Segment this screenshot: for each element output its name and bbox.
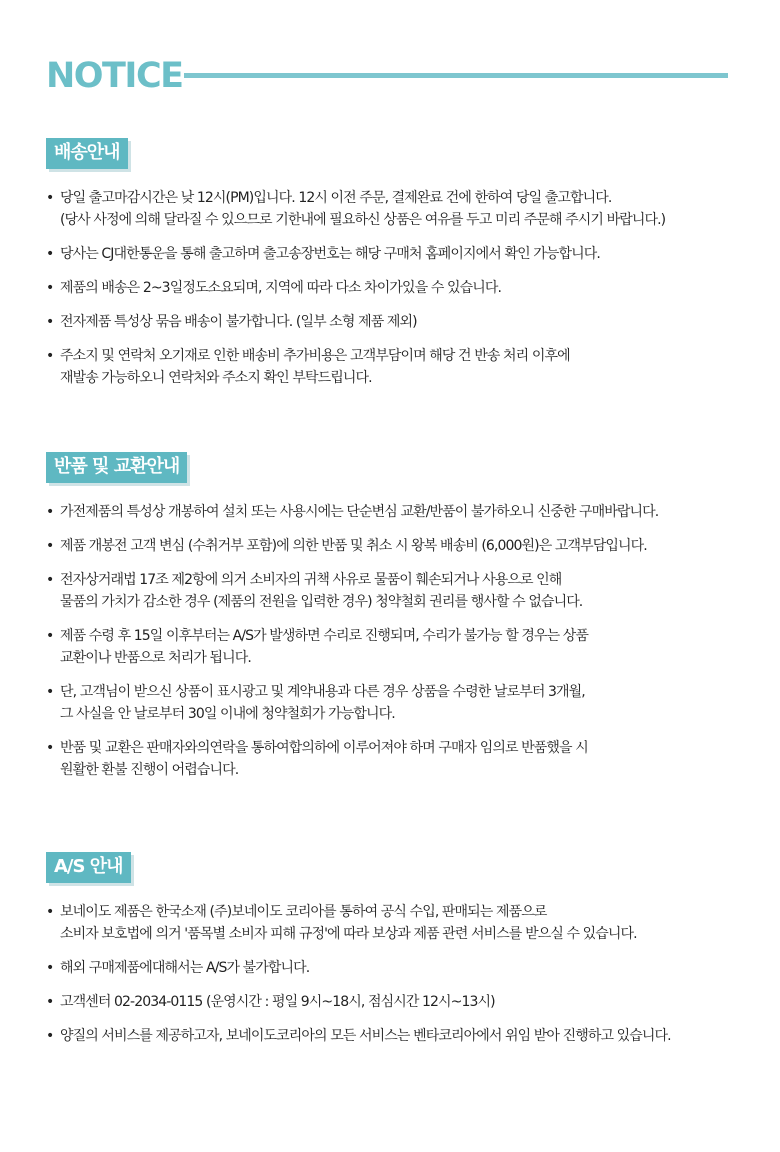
list-item-text: 제품 개봉전 고객 변심 (수취거부 포함)에 의한 반품 및 취소 시 왕복 배송비 (6,000원)은 고객부담입니다. bbox=[60, 538, 647, 554]
list-item-text: 그 사실을 안 날로부터 30일 이내에 청약철회가 가능합니다. bbox=[60, 706, 395, 722]
bullet-icon: • bbox=[46, 538, 54, 554]
list-item-text: 소비자 보호법에 의거 '품목별 소비자 피해 규정'에 따라 보상과 제품 관련 서비스를 받으실 수 있습니다. bbox=[60, 926, 637, 942]
list-item-text: 가전제품의 특성상 개봉하여 설치 또는 사용시에는 단순변심 교환/반품이 불가하오니 신중한 구매바랍니다. bbox=[60, 504, 659, 520]
bullet-icon: • bbox=[46, 572, 54, 588]
list-item bbox=[46, 957, 746, 979]
list-item-text: 고객센터 02-2034-0115 (운영시간 : 평일 9시~18시, 점심시간 12시~13시) bbox=[60, 994, 495, 1010]
shipping-section-title: 배송안내 bbox=[46, 138, 128, 169]
bullet-icon: • bbox=[46, 628, 54, 644]
list-item bbox=[46, 243, 746, 265]
bullet-icon: • bbox=[46, 994, 54, 1010]
returns-section bbox=[46, 452, 746, 793]
list-item-text: 주소지 및 연락처 오기재로 인한 배송비 추가비용은 고객부담이며 해당 건 반송 처리 이후에 bbox=[60, 348, 570, 364]
as-section bbox=[46, 852, 746, 1059]
bullet-icon: • bbox=[46, 348, 54, 364]
bullet-icon: • bbox=[46, 904, 54, 920]
list-item-text: 양질의 서비스를 제공하고자, 보네이도코리아의 모든 서비스는 벤타코리아에서 위임 받아 진행하고 있습니다. bbox=[60, 1028, 671, 1044]
list-item bbox=[46, 681, 746, 725]
list-item-text: 제품 수령 후 15일 이후부터는 A/S가 발생하면 수리로 진행되며, 수리가 불가능 할 경우는 상품 bbox=[60, 628, 589, 644]
list-item bbox=[46, 311, 746, 333]
bullet-icon: • bbox=[46, 190, 54, 206]
returns-list bbox=[46, 501, 746, 781]
list-item-text: 단, 고객님이 받으신 상품이 표시광고 및 계약내용과 다른 경우 상품을 수령한 날로부터 3개월, bbox=[60, 684, 585, 700]
list-item-text: 당사는 CJ대한통운을 통해 출고하며 출고송장번호는 해당 구매처 홈페이지에서 확인 가능합니다. bbox=[60, 246, 600, 262]
list-item-text: 해외 구매제품에대해서는 A/S가 불가합니다. bbox=[60, 960, 310, 976]
list-item bbox=[46, 345, 746, 389]
list-item bbox=[46, 569, 746, 613]
notice-title: NOTICE bbox=[46, 56, 183, 96]
bullet-icon: • bbox=[46, 314, 54, 330]
as-section-title: A/S 안내 bbox=[46, 852, 131, 883]
list-item-text: 전자상거래법 17조 제2항에 의거 소비자의 귀책 사유로 물품이 훼손되거나 사용으로 인해 bbox=[60, 572, 562, 588]
list-item-text: 반품 및 교환은 판매자와의연락을 통하여합의하에 이루어져야 하며 구매자 임의로 반품했을 시 bbox=[60, 740, 588, 756]
list-item-text: 원활한 환불 진행이 어렵습니다. bbox=[60, 762, 239, 778]
bullet-icon: • bbox=[46, 684, 54, 700]
list-item-text: 당일 출고마감시간은 낮 12시(PM)입니다. 12시 이전 주문, 결제완료 건에 한하여 당일 출고합니다. bbox=[60, 190, 612, 206]
list-item bbox=[46, 901, 746, 945]
bullet-icon: • bbox=[46, 504, 54, 520]
returns-section-title: 반품 및 교환안내 bbox=[46, 452, 187, 483]
list-item-text: 물품의 가치가 감소한 경우 (제품의 전원을 입력한 경우) 청약철회 권리를 행사할 수 없습니다. bbox=[60, 594, 583, 610]
list-item-text: 교환이나 반품으로 처리가 됩니다. bbox=[60, 650, 251, 666]
list-item bbox=[46, 1025, 746, 1047]
list-item-text: (당사 사정에 의해 달라질 수 있으므로 기한내에 필요하신 상품은 여유를 두고 미리 주문해 주시기 바랍니다.) bbox=[60, 212, 666, 228]
list-item bbox=[46, 277, 746, 299]
list-item-text: 재발송 가능하오니 연락처와 주소지 확인 부탁드립니다. bbox=[60, 370, 372, 386]
list-item bbox=[46, 991, 746, 1013]
list-item bbox=[46, 187, 746, 231]
notice-divider bbox=[184, 73, 728, 78]
bullet-icon: • bbox=[46, 1028, 54, 1044]
bullet-icon: • bbox=[46, 740, 54, 756]
list-item bbox=[46, 737, 746, 781]
bullet-icon: • bbox=[46, 246, 54, 262]
as-list bbox=[46, 901, 746, 1047]
shipping-section bbox=[46, 138, 746, 401]
notice-header bbox=[46, 52, 736, 102]
list-item bbox=[46, 625, 746, 669]
list-item-text: 전자제품 특성상 묶음 배송이 불가합니다. (일부 소형 제품 제외) bbox=[60, 314, 417, 330]
list-item bbox=[46, 501, 746, 523]
list-item-text: 제품의 배송은 2~3일정도소요되며, 지역에 따라 다소 차이가있을 수 있습니다. bbox=[60, 280, 502, 296]
list-item-text: 보네이도 제품은 한국소재 (주)보네이도 코리아를 통하여 공식 수입, 판매되는 제품으로 bbox=[60, 904, 547, 920]
bullet-icon: • bbox=[46, 280, 54, 296]
bullet-icon: • bbox=[46, 960, 54, 976]
list-item bbox=[46, 535, 746, 557]
shipping-list bbox=[46, 187, 746, 389]
